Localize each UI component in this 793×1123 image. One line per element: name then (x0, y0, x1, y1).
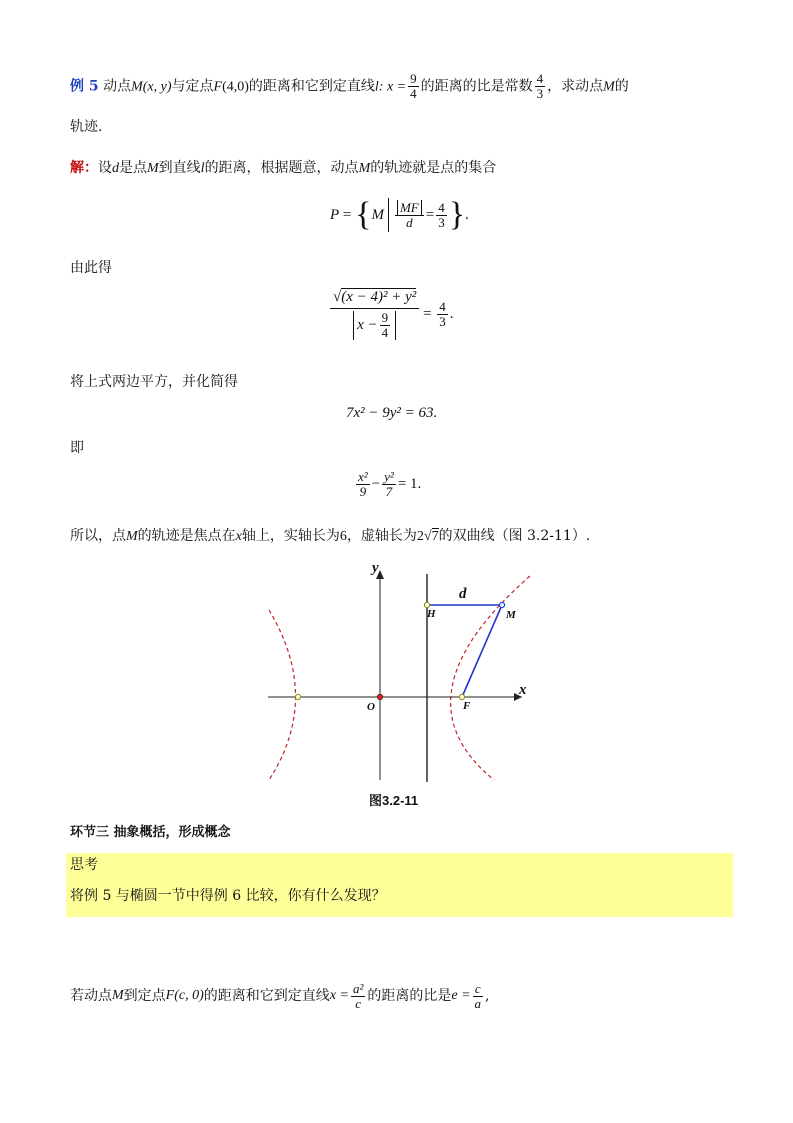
point-M (499, 602, 504, 607)
example-label: 例 5 (70, 78, 99, 95)
definition-line: 若动点 M 到定点 F (c, 0) 的距离和它到定直线 x = $\frac{\text{a²}}{c}$ 的距离的比是 e = $\frac{c}{a}$ , (70, 980, 490, 1011)
line-fraction: $\frac{9}{4}$ (410, 71, 417, 101)
d-label: d (459, 586, 467, 602)
hyperbola-equation: $\frac{\text{x²}}{9}$ − $\frac{\text{y²}}{7}$ = 1. (358, 469, 422, 499)
point-H (424, 602, 429, 607)
M-label: M (506, 609, 516, 621)
example-statement-cont: 轨迹. (70, 119, 103, 135)
ratio-fraction: $\frac{4}{3}$ (536, 71, 544, 101)
hyperbola-figure (264, 558, 544, 788)
H-label: H (427, 608, 436, 620)
origin-label: O (367, 701, 375, 713)
point-F (459, 694, 464, 699)
hyperbola-right-branch (451, 576, 530, 780)
solution-label: 解： (70, 160, 98, 176)
set-equation: P = { M $\frac{MF}{d}$ = $\frac{4}{3}$ } . (330, 196, 469, 233)
section-title: 环节三 抽象概括，形成概念 (70, 825, 231, 840)
x-axis-label: x (519, 682, 527, 698)
ji-text: 即 (70, 440, 84, 456)
think-body: 将例 5 与椭圆一节中得例 6 比较，你有什么发现？ (70, 888, 386, 904)
solution-line: 解：设d是点M到直线l的距离，根据题意，动点M的轨迹就是点的集合 (70, 160, 497, 176)
left-focus-point (295, 694, 300, 699)
think-title: 思考 (70, 857, 98, 873)
think-box (66, 853, 733, 917)
origin-point (377, 694, 382, 699)
conclusion-line: 所以，点M的轨迹是焦点在x轴上，实轴长为6，虚轴长为2√7的双曲线（图 3.2-11）. (70, 528, 591, 544)
hyperbola-left-branch (269, 610, 296, 780)
square-text: 将上式两边平方，并化简得 (70, 374, 238, 390)
F-label: F (463, 700, 471, 712)
example-statement: 例 5 动点M(x, y)与定点F(4,0)的距离和它到定直线l: x = $\frac{9}{4}$ 的距离的比是常数 $\frac{4}{3}$ ，求动点M的 (70, 71, 629, 101)
figure-caption: 图3.2-11 (369, 793, 419, 808)
distance-ratio-equation: √(x − 4)² + y² x − $\frac{9}{4}$ = $\frac{4}{3}$ . (330, 289, 454, 340)
simplified-equation: 7x² − 9y² = 63. (346, 405, 438, 421)
segment-MF (462, 605, 502, 697)
from-this-text: 由此得 (70, 260, 112, 276)
y-axis-label: y (372, 560, 379, 576)
